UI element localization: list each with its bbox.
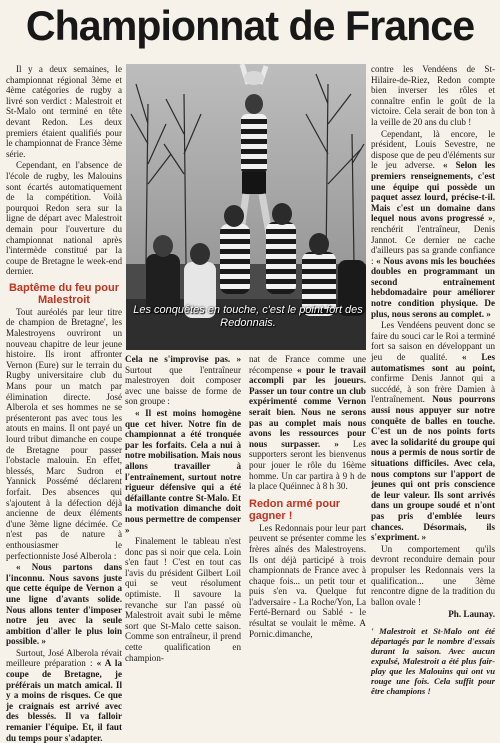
footnote: ' Malestroit et St-Malo ont été départagés par le nombre d'essais durant la saison. Avec aucun expulsé, Malestroit a été plus fair-play que les Malouins qui ont vu rouge une fois. Cela suffit pour être champions !: [371, 625, 495, 696]
subheading-redon: Redon armé pour gagner !: [249, 497, 341, 522]
paragraph: Un comportement qu'ils devront reconduire demain pour propulser les Redonnais vers la qualification... une 3ème rencontre digne de la tradition du ballon ovale !: [371, 543, 495, 607]
article-subcolumn-b: [249, 354, 367, 639]
paragraph-text: nat de France comme une récompense: [249, 354, 366, 375]
paragraph-text: Les Vendéens peuvent donc se faire du souci car le Roi a terminé fort sa saison en développant un jeu de qualité.: [371, 320, 495, 363]
quote: « Les automatismes sont au point,: [371, 352, 496, 373]
paragraph: Il y a deux semaines, le championnat régional 3ème et 4ème catégories de rugby a livré son verdict : Malestroit et St-Malo ont terminé en tête devant Redon. Les deux premiers étaient qualifiés pour le championnat de France 3ème série.: [6, 64, 122, 159]
quote: « Selon les premiers renseignements, c'est une équipe qui possède un paquet assez lourd, précise-t-il. Mais c'est un domaine dans lequel nous avons progressé »: [371, 160, 496, 224]
paragraph: [125, 354, 241, 407]
paragraph: [6, 648, 122, 743]
quote: « Il est moins homogène que cet hiver. Notre fin de championnat a été tronquée par les forfaits. Cela a nui à notre mobilisation. Mais nous allons travailler à l'entraînement, surtout notre rigueur défensive qui a été défaillante contre St-Malo. Et la motivation dimanche doit nous permettre de compenser »: [125, 407, 241, 535]
article-column-2: [125, 354, 367, 663]
paragraph: Finalement le tableau n'est donc pas si noir que cela. Loin s'en faut ! C'est en tout cas l'avis du président Gilbert Loil qui se veut résolument optimiste. Il savoure la revanche sur l'an passé où Malestroit avait subi le même sort que St-Malo cette saison. Comme son entraîneur, il prend cette qualification en champion-: [125, 536, 241, 663]
page-title: Championnat de France: [25, 2, 475, 49]
paragraph: Les Redonnais pour leur part peuvent se présenter comme les frères aînés des Malestroyens. Ils ont déjà participé à trois championnats de France avec à chaque fois... un petit tour et puis s'en va. Quelque fut l'adversaire - La Roche/Yon, La Ferté-Bernard ou Sablé - le résultat se voulait le même. A Pornic.dimanche,: [249, 522, 366, 639]
paragraph-text: Surtout, José Alberola révait meilleure préparation :: [6, 647, 122, 669]
paragraph: [249, 354, 366, 492]
photo-caption: Les conquêtes en touche, c'est le point fort des Redonnais.: [133, 304, 363, 329]
article-subcolumn-a: [125, 354, 241, 663]
quote: « pour le travail accompli par les joueurs. Passer un tour contre un club expérimenté comme Vernon serait bien. Nous ne serons pas au complet mais nous avons les ressources pour nous surpasser. »: [249, 364, 366, 449]
quote: « A la coupe de Bretagne, je préférais un match amical. Il y a moins de risques. Ce que je craignais est arrivé avec des blessés. Il va falloir remanier l'équipe. Et, il faut du temps pour s'adapter.: [6, 658, 122, 743]
paragraph: [371, 129, 495, 320]
quote: Nous pourrons aussi nous appuyer sur notre conquête de balles en touche. C'est un de nos points forts avec la solidarité du groupe qui nous a permis de nous sortir de situations difficiles. Avec cela, nous comptons sur l'apport de jeunes qui ont pris conscience de leur valeur. Ils sont arrivés dans un groupe soudé et n'ont pas pris d'emblée leurs chances. Désormais, ils s'expriment. »: [371, 394, 495, 543]
article-column-1: [6, 64, 122, 743]
quote: « Nous partons dans l'inconnu. Nous savons juste que cette équipe de Vernon a une ligne d'avants solide. Nous allons tenter d'imposer notre jeu avec la seule ambition d'aller le plus loin possible. »: [6, 562, 122, 647]
paragraph-text: Les supporters seront les bienvenus pour jouer le rôle du 16ème homme. Un car partira à 9 h de la place Quéinnec à 8 h 30.: [249, 438, 367, 492]
paragraph-text: confirme Denis Jannot qui a succédé, à son frère Damien à l'entraînement.: [371, 373, 495, 405]
paragraph: contre les Vendéens de St-Hilaire-de-Riez, Redon compte bien inverser les rôles et connaître enfin le goût de la victoire. Cela serait de bon ton à la veille de 20 ans du club !: [371, 64, 495, 127]
paragraph: Tout auréolés par leur titre de champion de Bretagne', les Malestroyens ouvriront un nouveau chapitre de leur jeune histoire. Ils iront affronter Vernon (Eure) sur le terrain du Rugby universitaire club du Mans pour un match par élimination directe. José Alberola et ses hommes ne se présenteront pas avec tous les atouts en mains. Il ont payé un lourd tribut dimanche en coupe de Bretagne pour passer l'obstacle malouin. En effet, blessés, Marc Sudron et Yannick Possémé déclarent forfait. Des absences qui s'ajoutent à la défection déjà ancienne de deux éléments d'une 3ème ligne décimée. Ce n'est pas de nature à enthousiasmer le perfectionniste José Alberola :: [6, 306, 122, 561]
paragraph-text: , renchérit l'entraîneur, Denis Jannot. Ce dernier ne cache d'ailleurs pas sa grande confiance :: [371, 213, 495, 266]
article-column-3: [371, 64, 496, 696]
quote: « Nous avons mis les bouchées doubles en programmant un second entraînement hebdomadaire pour améliorer notre condition physique. De plus, nous serons au complet. »: [371, 255, 495, 319]
quote: Cela ne s'improvise pas. »: [125, 354, 241, 364]
paragraph-text: Cependant, là encore, le président, Louis Sevestre, ne dispose que de peu d'éléments sur le jeu adverse.: [371, 128, 495, 171]
paragraph: Cependant, en l'absence de l'école de rugby, les Malouins sont écartés automatiquement de la compétition. Voilà pourquoi Redon sera sur la ligne de départ avec Malestroit demain pour l'ouverture du championnat national après l'intermède constitué par la coupe de Bretagne le week-end dernier.: [6, 160, 122, 277]
author-signature: Ph. Launay.: [448, 609, 495, 620]
paragraph-text: Surtout que l'entraîneur malestroyen doit composer avec une baisse de forme de son groupe :: [125, 364, 241, 407]
paragraph: [371, 320, 495, 542]
subheading-malestroit: Baptême du feu pour Malestroit: [8, 281, 119, 306]
